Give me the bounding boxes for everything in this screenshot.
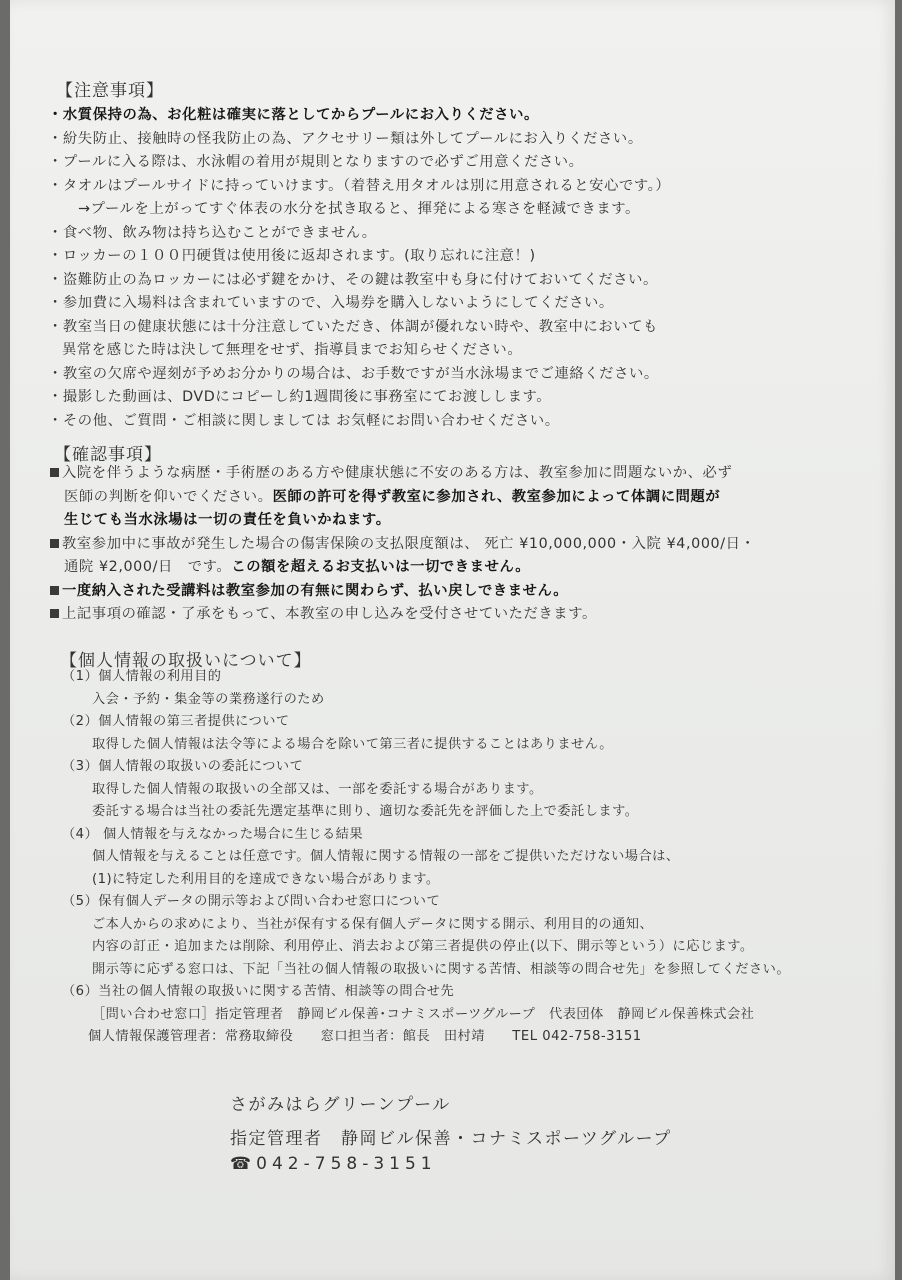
confirm-item <box>64 513 391 527</box>
privacy-line: 個人情報保護管理者：常務取締役 窓口担当者：館長 田村靖 TEL 042-758-3151 <box>88 1029 642 1044</box>
confirm-item <box>50 607 597 621</box>
confirm-item <box>64 490 720 504</box>
confirm-item-text: 教室参加中に事故が発生した場合の傷害保険の支払限度額は、 死亡 ¥10,000,000・入院 ¥4,000/日・ <box>62 535 756 552</box>
privacy-title: 【個人情報の取扱いについて】 <box>60 651 312 671</box>
privacy-line: ［問い合わせ窓口］指定管理者 静岡ビル保善･コナミスポーツグループ 代表団体 静岡ビル保善株式会社 <box>92 1006 755 1022</box>
confirm-item-text: 入院を伴うような病歴・手術歴のある方や健康状態に不安のある方は、教室参加に問題ないか、必ず <box>62 465 733 481</box>
phone-number: ☎042-758-3151 <box>230 1154 437 1174</box>
manager-name: 指定管理者 静岡ビル保善・コナミスポーツグループ <box>230 1129 672 1149</box>
confirm-item-text: 通院 ¥2,000/日 です。 <box>64 559 232 575</box>
confirm-item <box>64 560 530 574</box>
bullet-square-icon <box>50 468 59 477</box>
privacy-line: (1)に特定した利用目的を達成できない場合があります。 <box>92 871 440 887</box>
privacy-line: （3）個人情報の取扱いの委託について <box>62 759 304 774</box>
confirm-item <box>50 466 732 480</box>
privacy-line: （5）保有個人データの開示等および問い合わせ窓口について <box>62 894 441 909</box>
privacy-line: 委託する場合は当社の委託先選定基準に則り、適切な委託先を評価した上で委託します。 <box>92 804 639 819</box>
caution-item: ・教室の欠席や遅刻が予めお分かりの場合は、お手数ですが当水泳場までご連絡ください。 <box>48 365 659 382</box>
caution-item: ・参加費に入場料は含まれていますので、入場券を購入しないようにしてください。 <box>48 295 614 311</box>
confirm-item-text: 一度納入された受講料は教室参加の有無に関わらず、払い戻しできません。 <box>62 582 569 599</box>
privacy-line: （2）個人情報の第三者提供について <box>62 714 290 729</box>
bullet-square-icon <box>50 539 59 548</box>
confirm-item <box>50 584 568 598</box>
caution-item: ・その他、ご質問・ご相談に関しましては お気軽にお問い合わせください。 <box>48 412 560 429</box>
confirm-item-text: 医師の判断を仰いでください。 <box>64 488 273 505</box>
caution-item: →プールを上がってすぐ体表の水分を拭き取ると、揮発による寒さを軽減できます。 <box>78 201 640 217</box>
privacy-line: （6）当社の個人情報の取扱いに関する苦情、相談等の問合せ先 <box>62 984 455 999</box>
caution-item: 異常を感じた時は決して無理をせず、指導員までお知らせください。 <box>62 342 523 358</box>
confirm-item-text: この額を超えるお支払いは一切できません。 <box>231 559 531 575</box>
privacy-line: 内容の訂正・追加または削除、利用停止、消去および第三者提供の停止(以下、開示等という）に応じます。 <box>92 939 754 954</box>
privacy-line: 個人情報を与えることは任意です。個人情報に関する情報の一部をご提供いただけない場合は、 <box>92 849 680 864</box>
caution-title: 【注意事項】 <box>56 81 164 101</box>
facility-name: さがみはらグリーンプール <box>230 1095 451 1115</box>
privacy-line: ご本人からの求めにより、当社が保有する保有個人データに関する開示、利用目的の通知、 <box>92 916 654 932</box>
caution-item: ・タオルはプールサイドに持っていけます。（着替え用タオルは別に用意されると安心です。） <box>48 177 671 194</box>
bullet-square-icon <box>50 586 59 595</box>
confirm-title: 【確認事項】 <box>54 445 162 465</box>
bullet-square-icon <box>50 609 59 618</box>
caution-item: ・紛失防止、接触時の怪我防止の為、アクセサリー類は外してプールにお入りください。 <box>48 130 643 147</box>
confirm-item-text: 生じても当水泳場は一切の責任を負いかねます。 <box>64 512 391 528</box>
confirm-item <box>50 537 755 551</box>
privacy-line: 開示等に応ずる窓口は、下記「当社の個人情報の取扱いに関する苦情、相談等の問合せ先」を参照してください。 <box>92 961 791 977</box>
confirm-item-text: 医師の許可を得ず教室に参加され、教室参加によって体調に問題が <box>272 488 721 505</box>
caution-item: ・撮影した動画は、DVDにコピーし約1週間後に事務室にてお渡しします。 <box>48 389 552 405</box>
privacy-line: （1）個人情報の利用目的 <box>62 669 222 684</box>
caution-item: ・水質保持の為、お化粧は確実に落としてからプールにお入りください。 <box>48 107 539 123</box>
caution-item: ・ロッカーの１００円硬貨は使用後に返却されます。(取り忘れに注意！) <box>48 248 536 264</box>
privacy-line: （4） 個人情報を与えなかった場合に生じる結果 <box>62 826 364 842</box>
caution-item: ・プールに入る際は、水泳帽の着用が規則となりますので必ずご用意ください。 <box>48 154 584 170</box>
caution-item: ・盗難防止の為ロッカーには必ず鍵をかけ、その鍵は教室中も身に付けておいてください。 <box>48 271 658 288</box>
privacy-line: 入会・予約・集金等の業務遂行のため <box>92 691 325 707</box>
privacy-line: 取得した個人情報は法令等による場合を除いて第三者に提供することはありません。 <box>92 736 613 752</box>
privacy-line: 取得した個人情報の取扱いの全部又は、一部を委託する場合があります。 <box>92 781 543 797</box>
confirm-item-text: 上記事項の確認・了承をもって、本教室の申し込みを受付させていただきます。 <box>62 606 597 622</box>
caution-item: ・教室当日の健康状態には十分注意していただき、体調が優れない時や、教室中においても <box>48 318 658 335</box>
caution-item: ・食べ物、飲み物は持ち込むことができません。 <box>48 224 377 241</box>
